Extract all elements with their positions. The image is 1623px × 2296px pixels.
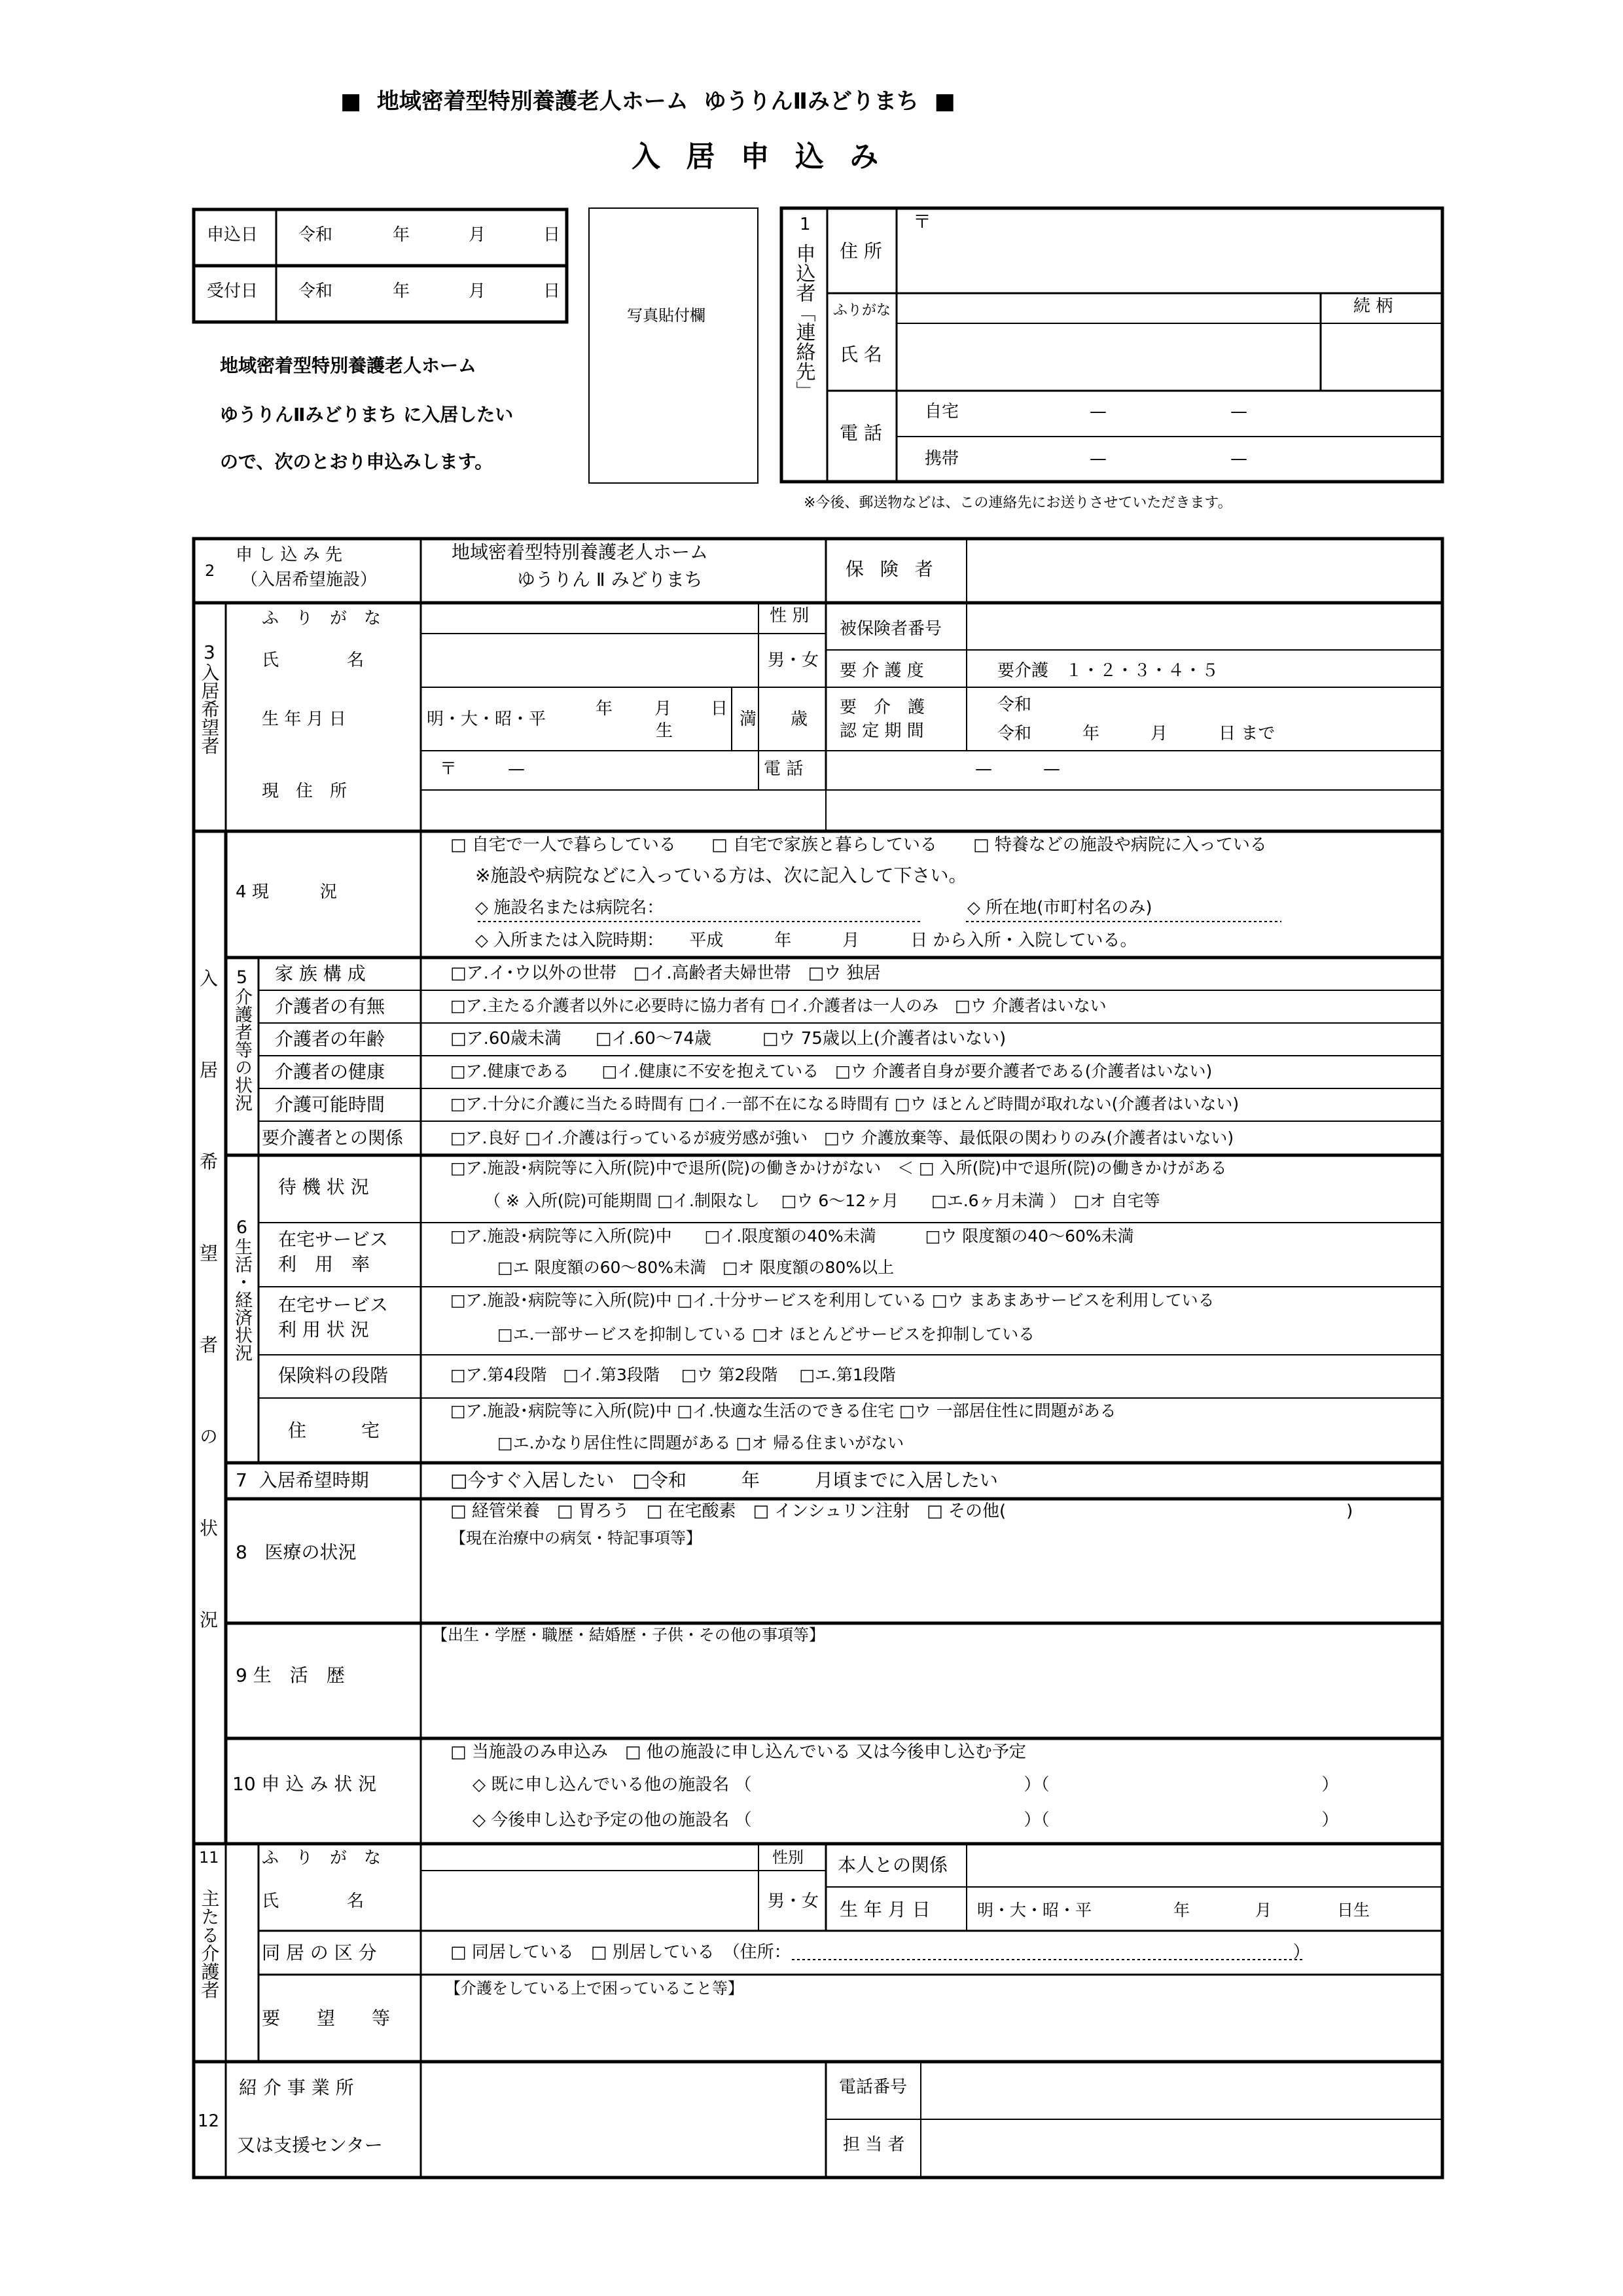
applicant-postal: 〒 [913, 211, 932, 232]
s12-phone-label: 電話番号 [839, 2077, 908, 2097]
s4-location-label: ◇ 所在地(市町村名のみ) [967, 898, 1152, 918]
s2-label-2: （入居希望施設） [241, 570, 378, 590]
s3-dob-born: 生 [656, 721, 673, 741]
s8-options[interactable]: □ 経管栄養 □ 胃ろう □ 在宅酸素 □ インシュリン注射 □ その他( ) [450, 1501, 1353, 1521]
s6-row-3-line-2[interactable]: □エ.一部サービスを抑制している □オ ほとんどサービスを抑制している [497, 1325, 1035, 1344]
s11-num: 11 [199, 1848, 219, 1867]
care-level-value: 要介護 １・２・３・４・５ [997, 661, 1219, 681]
s4-facility-label: ◇ 施設名または病院名： [475, 898, 664, 918]
intro-line-2: ゆうりんⅡみどりまち に入居したい [220, 404, 514, 425]
applicant-phone-label: 電 話 [840, 422, 882, 444]
s3-sex-label: 性 別 [770, 606, 810, 626]
applied-year: 年 [393, 225, 410, 245]
s4-option-2[interactable]: □ 自宅で家族と暮らしている [711, 835, 937, 855]
s6-row-3-label-1: 在宅サービス [278, 1294, 389, 1316]
s2-facility-1: 地域密着型特別養護老人ホーム [452, 541, 709, 563]
square-icon: ■ [934, 88, 955, 115]
applicant-relation-label: 続 柄 [1353, 296, 1393, 316]
s6-row-2-line-1[interactable]: □ア.施設･病院等に入所(院)中 □イ.限度額の40%未満 □ウ 限度額の40～60%未満 [450, 1227, 1134, 1246]
s10-options[interactable]: □ 当施設のみ申込み □ 他の施設に申し込んでいる 又は今後申し込む予定 [450, 1742, 1026, 1762]
s11-name-label: 氏 名 [262, 1892, 365, 1911]
s6-row-5-line-1[interactable]: □ア.施設･病院等に入所(院)中 □イ.快適な生活のできる住宅 □ウ 一部居住性に問題がある [450, 1401, 1116, 1420]
s5-row-3-label: 介護者の年齢 [275, 1028, 385, 1050]
applicant-address-label: 住 所 [840, 240, 882, 262]
s11-sex-options: 男・女 [768, 1892, 819, 1911]
s4-option-1[interactable]: □ 自宅で一人で暮らしている [450, 835, 676, 855]
square-icon: ■ [340, 88, 362, 115]
s6-vertical-label: 6生活・経済状況 [232, 1217, 252, 1361]
received-day: 日 [543, 281, 561, 301]
s7-text[interactable]: □今すぐ入居したい □令和 年 月頃までに入居したい [450, 1469, 998, 1491]
s11-living-label: 同 居 の 区 分 [262, 1942, 377, 1964]
intro-line-3: ので、次のとおり申込みします。 [220, 451, 493, 473]
received-era: 令和 [298, 281, 333, 301]
s5-row-5-text[interactable]: □ア.十分に介護に当たる時間有 □イ.一部不在になる時間有 □ウ ほとんど時間が取れない(介護者はいない) [450, 1094, 1240, 1113]
s3-name-label: 氏 名 [262, 651, 365, 670]
cert-label-1: 要 介 護 [840, 698, 925, 717]
received-date-label: 受付日 [207, 281, 259, 301]
s6-row-3-label-2: 利 用 状 況 [278, 1319, 369, 1340]
s11-request-note: 【介護をしている上で困っていること等】 [445, 1979, 743, 1998]
s8-label: 8 医療の状況 [236, 1541, 357, 1563]
s12-person-label: 担 当 者 [843, 2135, 905, 2155]
insured-no-label: 被保険者番号 [840, 619, 942, 639]
s6-row-2-label-2: 利 用 率 [278, 1253, 370, 1275]
s12-num: 12 [198, 2111, 220, 2131]
s11-furigana-label: ふ り が な [262, 1848, 382, 1868]
care-level-label: 要 介 護 度 [840, 661, 924, 681]
s6-row-2-label-1: 在宅サービス [278, 1229, 389, 1250]
s5-row-4-text[interactable]: □ア.健康である □イ.健康に不安を抱えている □ウ 介護者自身が要介護者である(介護者はいない) [450, 1062, 1213, 1081]
s6-row-4-line-1[interactable]: □ア.第4段階 □イ.第3段階 □ウ 第2段階 □エ.第1段階 [450, 1365, 896, 1384]
s11-dob-label: 生 年 月 日 [840, 1899, 931, 1920]
applicant-name-label: 氏 名 [840, 344, 882, 365]
applied-era: 令和 [298, 225, 333, 245]
s5-row-1-text[interactable]: □ア.イ･ウ以外の世帯 □イ.高齢者夫婦世帯 □ウ 独居 [450, 963, 881, 983]
s3-phone-label: 電 話 [764, 759, 804, 779]
s3-dob-month: 月 [654, 699, 672, 719]
mobile-phone-dash-1: — [1090, 449, 1107, 469]
cert-reiwa: 令和 [997, 695, 1032, 715]
mobile-phone-dash-2: — [1230, 449, 1247, 469]
s6-row-4-label: 保険料の段階 [278, 1365, 389, 1386]
received-month: 月 [469, 281, 486, 301]
s12-label-2: 又は支援センター [237, 2134, 383, 2156]
s5-row-1-label: 家 族 構 成 [275, 963, 366, 984]
s6-row-5-label: 住 宅 [288, 1420, 380, 1441]
s3-dob-era: 明・大・昭・平 [427, 709, 546, 729]
s3-postal: 〒 — [440, 759, 526, 779]
s11-relation-label: 本人との関係 [838, 1854, 948, 1876]
s2-facility-2: ゆうりん Ⅱ みどりまち [517, 569, 703, 590]
s3-furigana-label: ふ り が な [262, 609, 382, 628]
applied-month: 月 [469, 225, 486, 245]
intro-line-1: 地域密着型特別養護老人ホーム [220, 355, 477, 376]
s9-label: 9 生 活 歴 [236, 1664, 345, 1686]
s3-sex-options: 男・女 [768, 651, 819, 670]
cert-period: 令和 年 月 日 まで [997, 724, 1275, 744]
s6-row-3-line-1[interactable]: □ア.施設･病院等に入所(院)中 □イ.十分サービスを利用している □ウ まあまあサービスを利用している [450, 1291, 1215, 1310]
s2-label-1: 申 し 込 み 先 [236, 545, 343, 565]
s5-row-5-label: 介護可能時間 [275, 1094, 385, 1115]
cert-label-2: 認 定 期 間 [840, 721, 924, 741]
s3-age: 満 歳 [740, 709, 808, 729]
s11-living-value[interactable]: □ 同居している □ 別居している （住所： ） [450, 1943, 1310, 1962]
s11-dob-value: 明・大・昭・平 年 月 日生 [977, 1901, 1370, 1920]
photo-label: 写真貼付欄 [627, 306, 705, 325]
s3-dob-label: 生 年 月 日 [262, 709, 346, 729]
s11-vertical-label: 主たる介護者 [198, 1889, 221, 1999]
applicant-vertical-label: 申込者「連絡先」 [792, 243, 815, 401]
s6-row-5-line-2[interactable]: □エ.かなり居住性に問題がある □オ 帰る住まいがない [497, 1433, 904, 1452]
title-text: 地域密着型特別養護老人ホーム [376, 88, 688, 115]
s5-row-6-text[interactable]: □ア.良好 □イ.介護は行っているが疲労感が強い □ウ 介護放棄等、最低限の関わりのみ(介護者はいない) [450, 1128, 1234, 1147]
home-phone-label: 自宅 [925, 402, 959, 422]
s11-sex-label: 性別 [772, 1848, 804, 1867]
mail-note: ※今後、郵送物などは、この連絡先にお送りさせていただきます。 [804, 495, 1232, 511]
s3-dob-day: 日 [711, 699, 728, 719]
applicant-furigana-label: ふりがな [833, 302, 891, 319]
s8-note: 【現在治療中の病気・特記事項等】 [450, 1529, 702, 1547]
s11-request-label: 要 望 等 [262, 2007, 391, 2029]
s6-row-1-line-2[interactable]: （ ※ 入所(院)可能期間 □イ.制限なし □ウ 6～12ヶ月 □エ.6ヶ月未満 ） □オ 自宅等 [484, 1191, 1160, 1210]
status-vertical-label: 入居希望者の状況 [197, 969, 219, 1702]
applied-date-label: 申込日 [207, 225, 259, 245]
insurer-label: 保 険 者 [846, 558, 938, 580]
s9-note: 【出生・学歴・職歴・結婚歴・子供・その他の事項等】 [432, 1626, 825, 1644]
s7-label: 7 入居希望時期 [236, 1469, 369, 1491]
home-phone-dash-2: — [1230, 402, 1247, 422]
s6-row-1-line-1[interactable]: □ア.施設･病院等に入所(院)中で退所(院)の働きかけがない ＜ □ 入所(院)中で退所(院)の働きかけがある [450, 1158, 1227, 1177]
mobile-phone-label: 携帯 [925, 449, 959, 469]
s5-vertical-label: 5介護者等の状況 [232, 967, 252, 1111]
s5-row-6-label: 要介護者との関係 [262, 1128, 403, 1149]
s4-option-3[interactable]: □ 特養などの施設や病院に入っている [973, 835, 1267, 855]
s3-dob-year: 年 [596, 699, 613, 719]
s10-line-1: ◇ 既に申し込んでいる他の施設名 （ ）（ ） [473, 1775, 1339, 1795]
s12-label-1: 紹 介 事 業 所 [239, 2077, 354, 2098]
s5-row-3-text[interactable]: □ア.60歳未満 □イ.60～74歳 □ウ 75歳以上(介護者はいない) [450, 1029, 1007, 1049]
applicant-num: 1 [800, 215, 811, 234]
page-title [340, 90, 955, 113]
applied-day: 日 [543, 225, 561, 245]
s5-row-2-text[interactable]: □ア.主たる介護者以外に必要時に協力者有 □イ.介護者は一人のみ □ウ 介護者はいない [450, 996, 1107, 1015]
s6-row-2-line-2[interactable]: □エ 限度額の60～80%未満 □オ 限度額の80%以上 [497, 1258, 895, 1277]
s5-row-4-label: 介護者の健康 [275, 1061, 385, 1083]
home-phone-dash-1: — [1090, 402, 1107, 422]
s4-note: ※施設や病院などに入っている方は、次に記入して下さい。 [475, 865, 967, 886]
facility-text: ゆうりんⅡみどりまち [704, 88, 919, 115]
s10-line-2: ◇ 今後申し込む予定の他の施設名 （ ）（ ） [473, 1810, 1339, 1830]
s10-label: 10 申 込 み 状 況 [232, 1773, 377, 1795]
s3-address-label: 現 住 所 [262, 781, 348, 801]
s5-row-2-label: 介護者の有無 [275, 996, 385, 1017]
s2-num: 2 [205, 562, 215, 580]
page-subtitle: 入 居 申 込 み [632, 140, 887, 173]
s3-phone-dash: — — [975, 759, 1061, 779]
s6-row-1-label: 待 機 状 況 [278, 1176, 369, 1198]
received-year: 年 [393, 281, 410, 301]
s4-admission: ◇ 入所または入院時期： 平成 年 月 日 から入所・入院している。 [475, 931, 1137, 950]
s4-label: 4 現 況 [236, 882, 337, 902]
s3-vertical-label: 3入居希望者 [198, 641, 221, 755]
